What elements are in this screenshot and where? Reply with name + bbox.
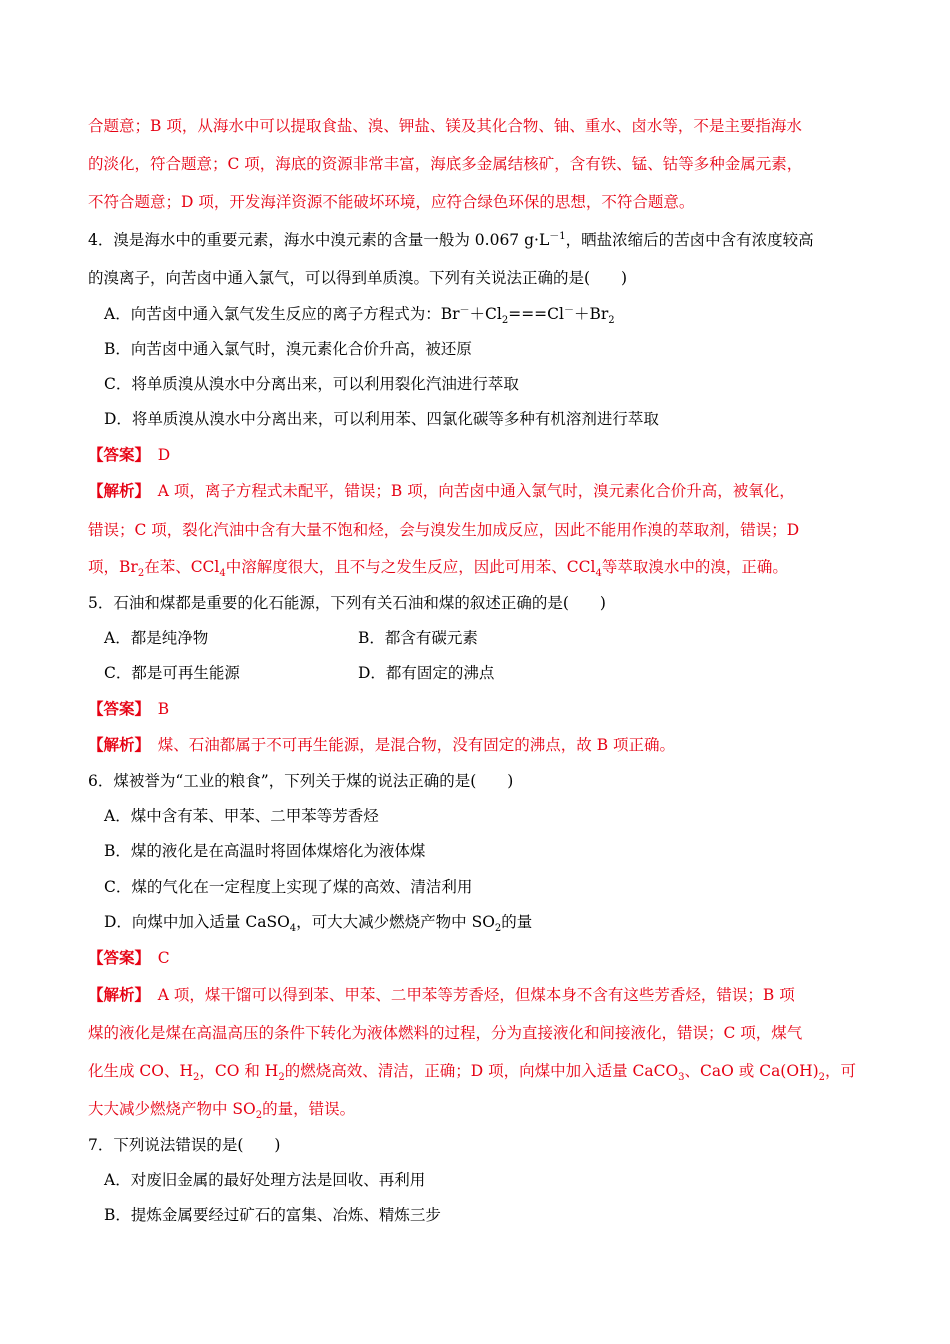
q4-option-a: A．向苦卤中通入氯气发生反应的离子方程式为：$Br^-+Cl_2===Cl^-+Br_2$ [104, 304, 615, 327]
q5-option-a: A．都是纯净物 [104, 629, 209, 647]
q4-answer [0, 445, 950, 465]
q6-option-d: D．向煤中加入适量 CaSO$_4$，可大大减少燃烧产物中 $SO_2$的量 [104, 913, 533, 935]
q4-option-d: D．将单质溴从溴水中分离出来，可以利用苯、四氯化碳等多种有机溶剂进行萃取 [104, 410, 659, 428]
answer-label: 【答案】 [88, 948, 143, 967]
q4-analysis-line-1: 【解析】 A 项，离子方程式未配平，错误；B 项，向苦卤中通入氯气时，溴元素化合价升高，被氧化， [88, 481, 795, 500]
q4-analysis-line-2: 错误；C 项，裂化汽油中含有大量不饱和烃，会与溴发生加成反应，因此不能用作溴的萃取剂，错误；D [88, 521, 800, 539]
q5-analysis: 【解析】 煤、石油都属于不可再生能源，是混合物，没有固定的沸点，故 B 项正确。 [88, 735, 676, 754]
analysis-label: 【解析】 [88, 735, 143, 754]
answer-label: 【答案】 [88, 699, 143, 718]
q5-option-c: C．都是可再生能源 [104, 664, 240, 682]
q4-stem-line-2: 的溴离子，向苦卤中通入氯气，可以得到单质溴。下列有关说法正确的是( ) [88, 269, 628, 287]
q6-analysis-line-1: 【解析】 A 项，煤干馏可以得到苯、甲苯、二甲苯等芳香烃，但煤本身不含有这些芳香烃，错误；B 项 [88, 985, 795, 1004]
answer-label: 【答案】 [88, 445, 143, 464]
q7-option-a: A．对废旧金属的最好处理方法是回收、再利用 [104, 1171, 426, 1189]
q4-analysis-line-3: 项，$Br_2$在苯、CCl$_4$中溶解度很大，且不与之发生反应，因此可用苯、CCl$_4$等萃取溴水中的溴，正确。 [88, 558, 788, 580]
q5-options-row-2 [0, 663, 950, 683]
q3-analysis-line-1: 合题意；B 项，从海水中可以提取食盐、溴、钾盐、镁及其化合物、铀、重水、卤水等，不是主要指海水 [88, 117, 802, 135]
q5-stem: 5．石油和煤都是重要的化石能源，下列有关石油和煤的叙述正确的是( ) [88, 594, 606, 612]
q3-analysis-line-3: 不符合题意；D 项，开发海洋资源不能破坏环境，应符合绿色环保的思想，不符合题意。 [88, 193, 695, 211]
q4-stem-line-1: 4．溴是海水中的重要元素，海水中溴元素的含量一般为 0.067 $g\cdot L^{-1}$，晒盐浓缩后的苦卤中含有浓度较高 [88, 230, 814, 249]
q6-analysis-line-4: 大大减少燃烧产物中 $SO_2$的量，错误。 [88, 1100, 356, 1122]
q6-analysis-line-2: 煤的液化是煤在高温高压的条件下转化为液体燃料的过程，分为直接液化和间接液化，错误；C 项，煤气 [88, 1024, 803, 1042]
q5-options-row-1 [0, 628, 950, 648]
q5-answer [0, 699, 950, 719]
q7-option-b: B．提炼金属要经过矿石的富集、冶炼、精炼三步 [104, 1206, 441, 1224]
q6-option-c: C．煤的气化在一定程度上实现了煤的高效、清洁利用 [104, 878, 473, 896]
analysis-label: 【解析】 [88, 481, 143, 500]
q6-stem: 6．煤被誉为“工业的粮食”，下列关于煤的说法正确的是( ) [88, 772, 514, 790]
q6-analysis-line-3: 化生成 CO、$H_2$，CO 和 $H_2$的燃烧高效、清洁，正确；D 项，向煤中加入适量 CaCO$_3$、CaO 或 $Ca(OH)_2$，可 [88, 1062, 857, 1084]
q3-analysis-line-2: 的淡化，符合题意；C 项，海底的资源非常丰富，海底多金属结核矿，含有铁、锰、钴等多种金属元素， [88, 155, 803, 173]
q4-option-b: B．向苦卤中通入氯气时，溴元素化合价升高，被还原 [104, 340, 472, 358]
q6-option-b: B．煤的液化是在高温时将固体煤熔化为液体煤 [104, 842, 426, 860]
answer-value: C [157, 949, 170, 967]
analysis-label: 【解析】 [88, 985, 143, 1004]
answer-value: B [157, 700, 170, 718]
q7-stem: 7．下列说法错误的是( ) [88, 1136, 281, 1154]
q6-option-a: A．煤中含有苯、甲苯、二甲苯等芳香烃 [104, 807, 379, 825]
q5-option-b: B．都含有碳元素 [358, 629, 478, 647]
answer-value: D [157, 446, 171, 464]
q4-option-c: C．将单质溴从溴水中分离出来，可以利用裂化汽油进行萃取 [104, 375, 519, 393]
q6-answer [0, 948, 950, 968]
q5-option-d: D．都有固定的沸点 [358, 664, 495, 682]
